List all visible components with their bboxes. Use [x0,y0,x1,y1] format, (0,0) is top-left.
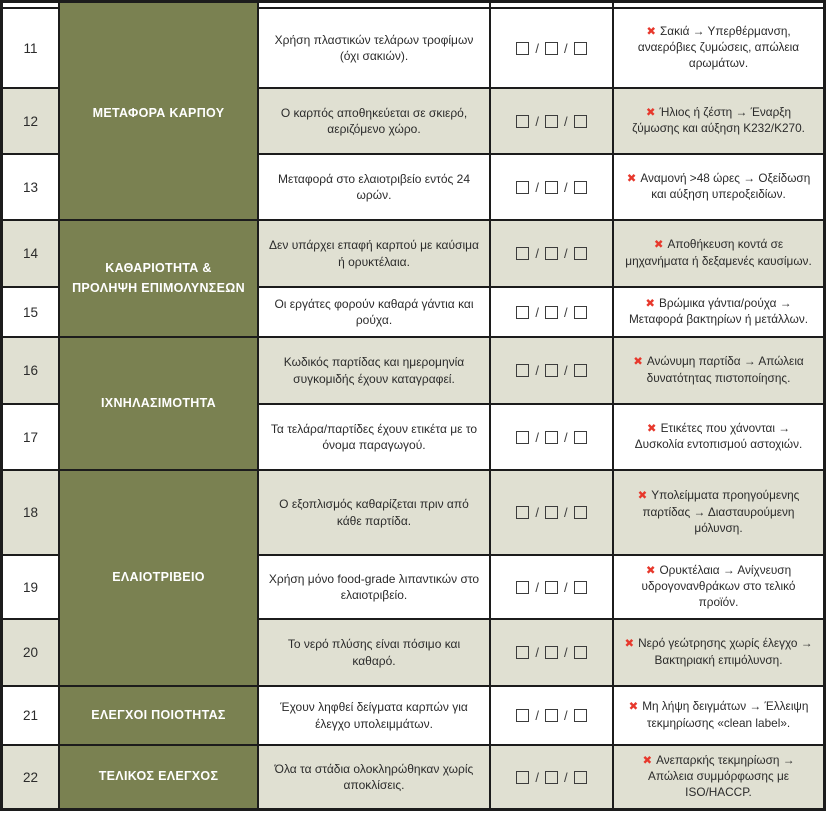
risk-cell [614,687,823,744]
category-quality-checks: ΕΛΕΓΧΟΙ ΠΟΙΟΤΗΤΑΣ [60,687,257,744]
item-text: Χρήση πλαστικών τελάρων τροφίμων (όχι σακιών). [259,9,489,87]
risk-cell [614,9,823,87]
checkbox-cell [491,221,612,286]
checkbox-icon[interactable] [574,306,587,319]
x-mark-icon: ✖ [628,701,639,714]
row-number: 16 [3,338,58,403]
checkbox-icon[interactable] [574,506,587,519]
checkbox-separator: / [535,304,539,320]
checkbox-separator: / [564,708,568,723]
cutoff-row-number-cell [3,3,58,7]
category-traceability: ΙΧΝΗΛΑΣΙΜΟΤΗΤΑ [60,338,257,469]
risk-text: Μη λήψη δειγμάτων → Έλλειψη τεκμηρίωσης «clean label». [642,699,809,730]
x-mark-icon: ✖ [646,422,657,435]
checkbox-icon[interactable] [516,42,529,55]
checkbox-cell [491,338,612,403]
checkbox-separator: / [564,645,568,660]
risk-cell [614,221,823,286]
risk-text: Ανεπαρκής τεκμηρίωση → Απώλεια συμμόρφωσης με ISO/HACCP. [647,752,795,800]
risk-text: Υπολείμματα προηγούμενης παρτίδας → Διασταυρούμενη μόλυνση. [642,488,800,535]
checkbox-icon[interactable] [574,247,587,260]
risk-cell [614,620,823,685]
checkbox-icon[interactable] [545,771,558,784]
row-number: 15 [3,288,58,336]
checkbox-separator: / [564,579,568,595]
checkbox-icon[interactable] [574,709,587,722]
x-mark-icon: ✖ [626,172,637,185]
checkbox-icon[interactable] [516,771,529,784]
x-mark-icon: ✖ [645,297,656,310]
checkbox-icon[interactable] [516,506,529,519]
checkbox-icon[interactable] [545,709,558,722]
x-mark-icon: ✖ [645,106,656,119]
checkbox-icon[interactable] [545,42,558,55]
risk-text: Βρώμικα γάντια/ρούχα → Μεταφορά βακτηρίων ή μετάλλων. [628,295,809,327]
checkbox-icon[interactable] [516,306,529,319]
checkbox-icon[interactable] [574,364,587,377]
row-number: 22 [3,746,58,808]
category-cleanliness: ΚΑΘΑΡΙΟΤΗΤΑ & ΠΡΟΛΗΨΗ ΕΠΙΜΟΛΥΝΣΕΩΝ [60,221,257,336]
risk-text: Ετικέτες που χάνονται → Δυσκολία εντοπισμού αστοχιών. [634,420,803,452]
risk-text: Ορυκτέλαια → Ανίχνευση υδρογονανθράκων στο τελικό προϊόν. [641,562,796,610]
cutoff-row-checkbox-cell [491,3,612,7]
item-text: Κωδικός παρτίδας και ημερομηνία συγκομιδής έχουν καταγραφεί. [259,338,489,403]
x-mark-icon: ✖ [633,356,643,369]
checkbox-separator: / [564,505,568,520]
checkbox-cell [491,9,612,87]
checkbox-icon[interactable] [574,42,587,55]
checkbox-cell [491,620,612,685]
risk-text: Αποθήκευση κοντά σε μηχανήματα ή δεξαμενές καυσίμων. [625,237,812,268]
row-number: 12 [3,89,58,153]
item-text: Το νερό πλύσης είναι πόσιμο και καθαρό. [259,620,489,685]
checkbox-icon[interactable] [545,506,558,519]
checkbox-icon[interactable] [516,364,529,377]
checkbox-cell [491,89,612,153]
checkbox-separator: / [564,304,568,320]
checkbox-cell [491,556,612,618]
item-text: Μεταφορά στο ελαιοτριβείο εντός 24 ωρών. [259,155,489,219]
checkbox-separator: / [535,708,539,723]
risk-cell [614,338,823,403]
category-mill: ΕΛΑΙΟΤΡΙΒΕΙΟ [60,471,257,685]
checkbox-icon[interactable] [516,181,529,194]
checkbox-separator: / [564,40,568,56]
checkbox-cell [491,155,612,219]
item-text: Δεν υπάρχει επαφή καρπού με καύσιμα ή ορυκτέλαια. [259,221,489,286]
checkbox-cell [491,687,612,744]
checkbox-cell [491,471,612,554]
risk-cell [614,405,823,469]
checkbox-icon[interactable] [516,646,529,659]
item-text: Τα τελάρα/παρτίδες έχουν ετικέτα με το όνομα παραγωγού. [259,405,489,469]
checkbox-separator: / [564,363,568,378]
checkbox-separator: / [564,246,568,261]
risk-cell [614,471,823,554]
checkbox-icon[interactable] [545,181,558,194]
x-mark-icon: ✖ [645,564,656,577]
item-text: Χρήση μόνο food-grade λιπαντικών στο ελαιοτριβείο. [259,556,489,618]
checkbox-separator: / [564,769,568,785]
checkbox-icon[interactable] [516,247,529,260]
risk-text: Αναμονή >48 ώρες → Οξείδωση και αύξηση υπεροξειδίων. [640,170,811,202]
checkbox-separator: / [535,505,539,520]
checkbox-separator: / [535,113,539,129]
checkbox-separator: / [564,179,568,195]
checkbox-icon[interactable] [545,431,558,444]
row-number: 14 [3,221,58,286]
checkbox-icon[interactable] [574,646,587,659]
x-mark-icon: ✖ [637,490,648,503]
checkbox-icon[interactable] [516,115,529,128]
item-text: Όλα τα στάδια ολοκληρώθηκαν χωρίς αποκλίσεις. [259,746,489,808]
checkbox-separator: / [535,579,539,595]
checkbox-cell [491,746,612,808]
x-mark-icon: ✖ [653,239,664,252]
checkbox-separator: / [535,363,539,378]
x-mark-icon: ✖ [624,638,635,651]
row-number: 13 [3,155,58,219]
checkbox-cell [491,405,612,469]
checkbox-cell [491,288,612,336]
item-text: Έχουν ληφθεί δείγματα καρπών για έλεγχο υπολειμμάτων. [259,687,489,744]
risk-text: Ανώνυμη παρτίδα → Απώλεια δυνατότητας πιστοποίησης. [646,354,804,385]
item-text: Ο καρπός αποθηκεύεται σε σκιερό, αεριζόμενο χώρο. [259,89,489,153]
checkbox-icon[interactable] [516,581,529,594]
checkbox-separator: / [564,429,568,445]
category-transport: ΜΕΤΑΦΟΡΑ ΚΑΡΠΟΥ [60,9,257,219]
risk-text: Σακιά → Υπερθέρμανση, αναερόβιες ζυμώσεις, απώλεια αρωμάτων. [637,23,800,71]
checkbox-icon[interactable] [545,306,558,319]
risk-cell [614,556,823,618]
checkbox-icon[interactable] [545,115,558,128]
checkbox-separator: / [535,645,539,660]
checkbox-icon[interactable] [545,581,558,594]
row-number: 19 [3,556,58,618]
checkbox-icon[interactable] [545,646,558,659]
risk-text: Νερό γεώτρησης χωρίς έλεγχο → Βακτηριακή επιμόλυνση. [638,636,813,667]
risk-text: Ήλιος ή ζέστη → Έναρξη ζύμωσης και αύξηση Κ232/Κ270. [632,104,805,136]
row-number: 18 [3,471,58,554]
checkbox-icon[interactable] [545,247,558,260]
row-number: 21 [3,687,58,744]
checkbox-icon[interactable] [545,364,558,377]
checkbox-separator: / [535,40,539,56]
row-number: 11 [3,9,58,87]
cutoff-row-risk-cell [614,3,823,7]
category-final-check: ΤΕΛΙΚΟΣ ΕΛΕΓΧΟΣ [60,746,257,808]
checkbox-icon[interactable] [574,115,587,128]
risk-cell [614,155,823,219]
checkbox-icon[interactable] [574,771,587,784]
x-mark-icon: ✖ [646,25,656,38]
x-mark-icon: ✖ [642,754,653,767]
checkbox-icon[interactable] [574,431,587,444]
risk-cell [614,288,823,336]
checkbox-icon[interactable] [516,431,529,444]
checkbox-separator: / [564,113,568,129]
cutoff-row-item-cell [259,3,489,7]
checkbox-separator: / [535,179,539,195]
risk-cell [614,89,823,153]
checkbox-separator: / [535,769,539,785]
item-text: Ο εξοπλισμός καθαρίζεται πριν από κάθε παρτίδα. [259,471,489,554]
checkbox-icon[interactable] [574,581,587,594]
checkbox-separator: / [535,429,539,445]
item-text: Οι εργάτες φορούν καθαρά γάντια και ρούχα. [259,288,489,336]
row-number: 20 [3,620,58,685]
row-number: 17 [3,405,58,469]
checkbox-icon[interactable] [516,709,529,722]
checkbox-icon[interactable] [574,181,587,194]
risk-cell [614,746,823,808]
checkbox-separator: / [535,246,539,261]
